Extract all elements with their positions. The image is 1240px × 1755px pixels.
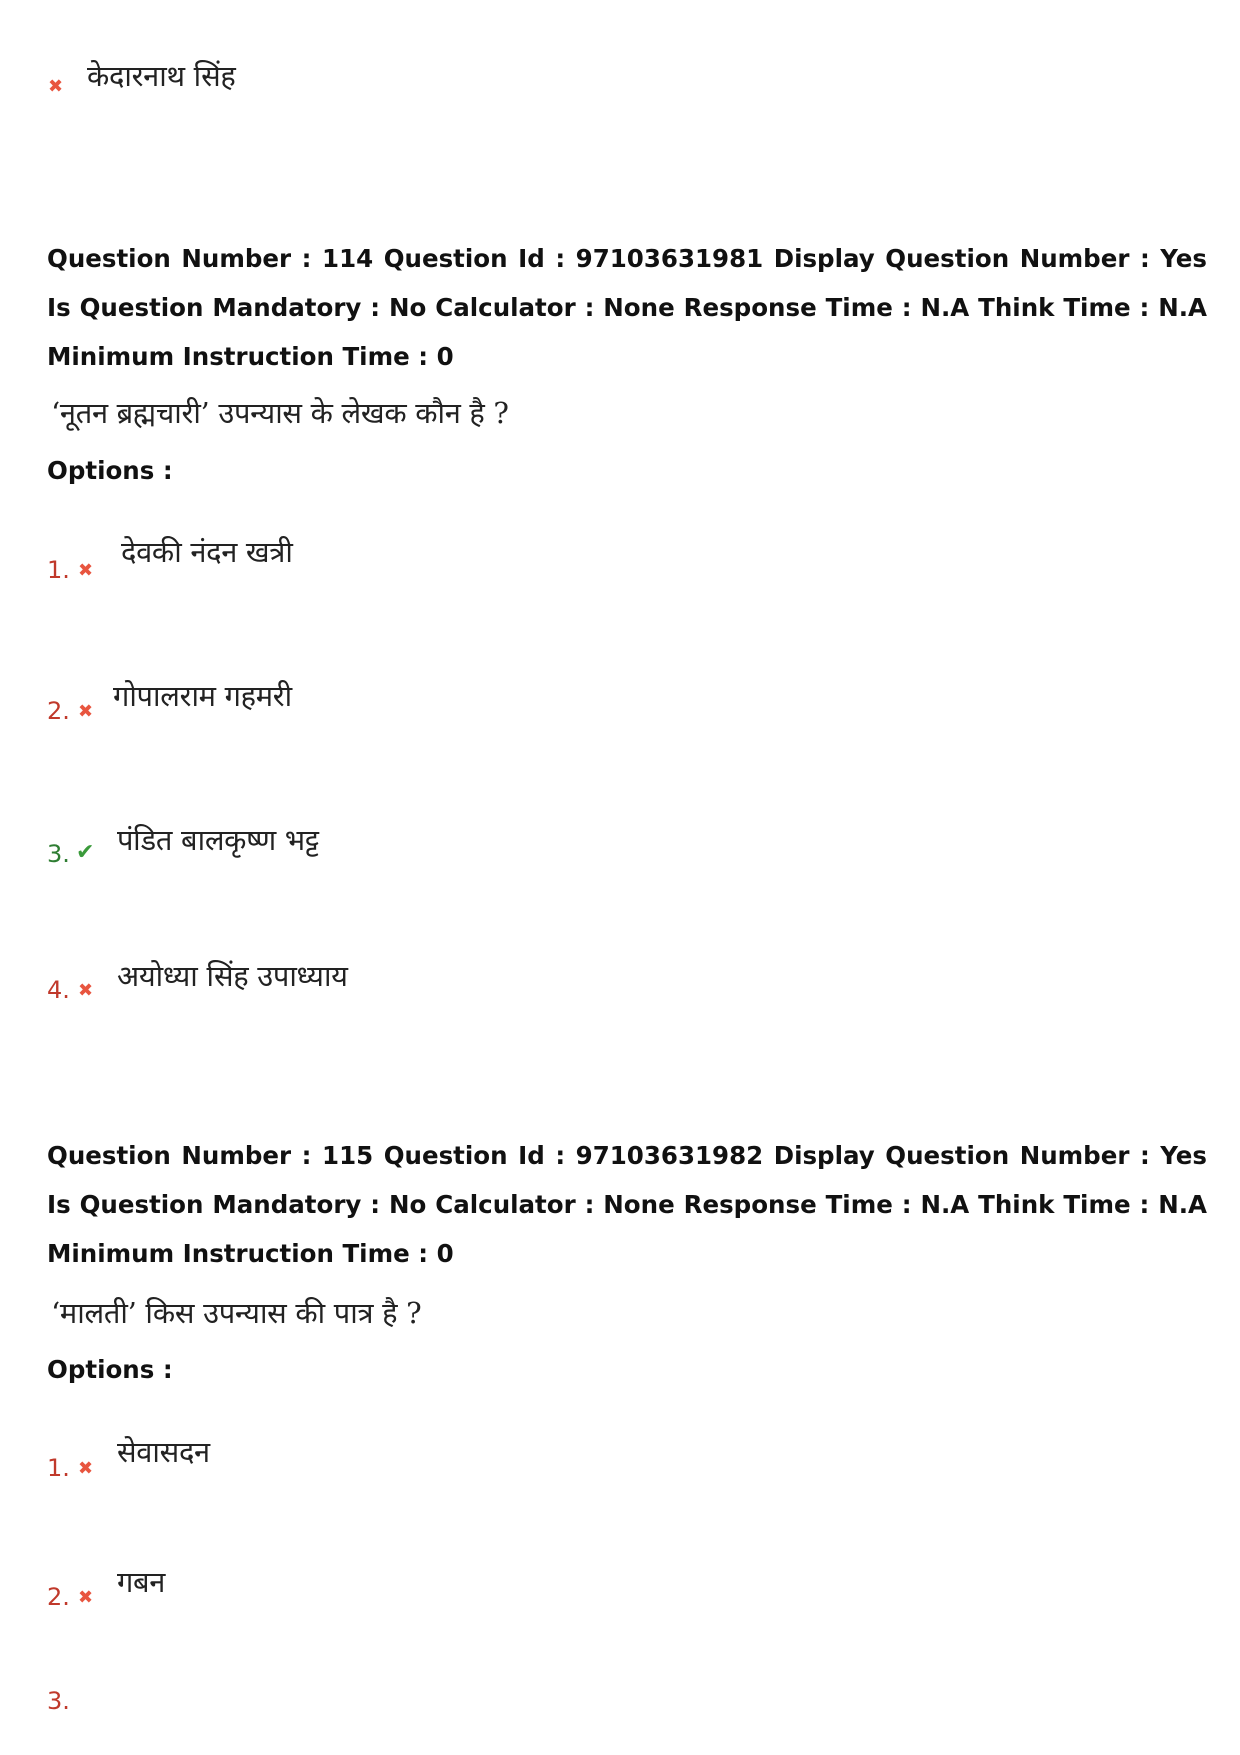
cross-icon: ✖: [78, 560, 94, 581]
question-114-meta: Question Number : 114 Question Id : 97103631981 Display Question Number : Yes Is Question Mandatory : No Calculator : None Response Time : N.A Think Time : N.A Minimum Instruction Time : 0: [47, 244, 1207, 371]
question-115-meta: Question Number : 115 Question Id : 97103631982 Display Question Number : Yes Is Question Mandatory : No Calculator : None Response Time : N.A Think Time : N.A Minimum Instruction Time : 0: [47, 1141, 1207, 1268]
question-115-text: ‘मालती’ किस उपन्यास की पात्र है ?: [51, 1296, 422, 1330]
q115-option-1-text: सेवासदन: [117, 1435, 210, 1469]
cross-icon: ✖: [48, 76, 64, 97]
q115-option-2-text: गबन: [117, 1565, 166, 1599]
cross-icon: ✖: [78, 1587, 94, 1608]
question-114-options-label: Options :: [47, 456, 173, 485]
cross-icon: ✖: [78, 1458, 94, 1479]
q114-option-4-text: अयोध्या सिंह उपाध्याय: [117, 959, 348, 993]
check-icon: ✔: [76, 840, 95, 865]
cross-icon: ✖: [78, 980, 94, 1001]
q115-option-2-number: 2.: [47, 1583, 70, 1611]
q114-option-2-text: गोपालराम गहमरी: [113, 679, 292, 713]
q115-option-3-number: 3.: [47, 1687, 70, 1715]
q114-option-3-number: 3.: [47, 840, 70, 868]
q114-option-1-number: 1.: [47, 556, 70, 584]
q114-option-2-number: 2.: [47, 697, 70, 725]
q114-option-3-text: पंडित बालकृष्ण भट्ट: [117, 823, 319, 857]
question-114-text: ‘नूतन ब्रह्मचारी’ उपन्यास के लेखक कौन है ?: [51, 396, 509, 430]
question-115-options-label: Options :: [47, 1355, 173, 1384]
q114-option-1-text: देवकी नंदन खत्री: [121, 535, 293, 569]
cross-icon: ✖: [78, 701, 94, 722]
prev-option-text: केदारनाथ सिंह: [87, 59, 236, 93]
q115-option-1-number: 1.: [47, 1454, 70, 1482]
q114-option-4-number: 4.: [47, 976, 70, 1004]
